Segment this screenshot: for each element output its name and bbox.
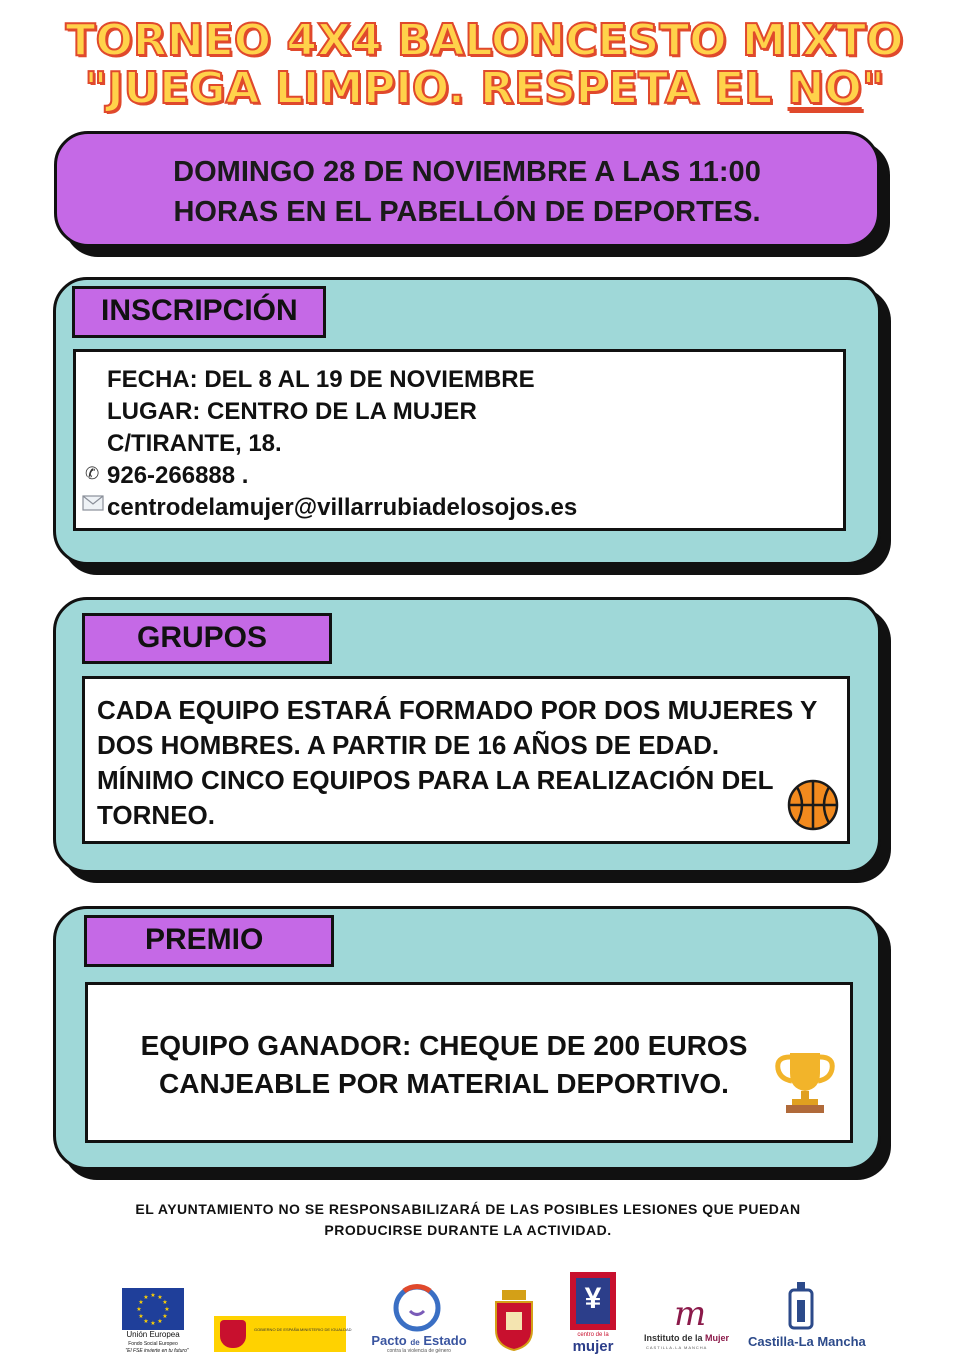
eu-name: Unión Europea (126, 1330, 180, 1339)
instituto-mujer-logo (644, 1294, 740, 1354)
pacto-title (371, 1333, 467, 1348)
svg-text:★: ★ (143, 1295, 149, 1301)
disclaimer (0, 1199, 936, 1241)
phone-icon: ✆ (85, 464, 100, 483)
title-slogan-end: " (861, 63, 885, 114)
svg-text:★: ★ (157, 1295, 163, 1301)
event-datetime (57, 152, 877, 232)
centro-mujer-small: centro de la (577, 1332, 609, 1338)
poster-title-line1: TORNEO 4X4 BALONCESTO MIXTO (65, 15, 904, 66)
municipal-shield-logo (492, 1290, 536, 1352)
eu-logo (118, 1288, 200, 1354)
disclaimer-line2: PRODUCIRSE DURANTE LA ACTIVIDAD. (324, 1222, 612, 1238)
event-datetime-line1: DOMINGO 28 DE NOVIEMBRE A LAS 11:00 (173, 156, 761, 188)
inscripcion-box (73, 349, 846, 531)
grupos-line2: DOS HOMBRES. A PARTIR DE 16 AÑOS DE EDAD. (97, 730, 720, 760)
grupos-line1: CADA EQUIPO ESTARÁ FORMADO POR DOS MUJERES Y (97, 695, 818, 725)
svg-text:★: ★ (150, 1321, 156, 1327)
instituto-mujer: Mujer (705, 1333, 730, 1343)
pacto-smile-icon (392, 1283, 442, 1338)
svg-text:★: ★ (157, 1319, 163, 1325)
premio-label: PREMIO (84, 915, 334, 967)
instituto-m-icon: m (674, 1294, 707, 1334)
event-datetime-line2: HORAS EN EL PABELLÓN DE DEPORTES. (173, 196, 761, 228)
svg-text:★: ★ (164, 1307, 170, 1313)
castle-icon (786, 1282, 816, 1335)
svg-text:★: ★ (162, 1314, 168, 1320)
ministerio-text: MINISTERIO DE IGUALDAD (300, 1327, 352, 1332)
pacto-estado: Estado (423, 1333, 467, 1348)
svg-text:★: ★ (138, 1300, 144, 1306)
instituto-name (644, 1333, 729, 1343)
eu-flag-icon (122, 1288, 184, 1330)
coat-of-arms-icon (220, 1320, 246, 1348)
svg-text:★: ★ (138, 1314, 144, 1320)
centro-mujer-symbol-icon: ¥ (570, 1272, 616, 1330)
inscripcion-label: INSCRIPCIÓN (72, 286, 326, 338)
instituto-region: CASTILLA-LA MANCHA (646, 1345, 708, 1350)
eu-motto: "El FSE invierte en tu futuro" (125, 1348, 189, 1354)
pacto-word: Pacto (371, 1333, 407, 1348)
grupos-label: GRUPOS (82, 613, 332, 664)
gobierno-logo (214, 1316, 352, 1352)
grupos-box (82, 676, 850, 844)
centro-mujer-logo (570, 1272, 618, 1356)
instituto-de-la: Instituto de la (644, 1333, 706, 1343)
premio-line2: CANJEABLE POR MATERIAL DEPORTIVO. (159, 1068, 729, 1099)
envelope-icon (82, 495, 104, 516)
centro-mujer-big: mujer (572, 1338, 614, 1355)
castilla-la-mancha-logo (748, 1282, 866, 1352)
poster-title-line2 (0, 63, 969, 114)
premio-line1: EQUIPO GANADOR: CHEQUE DE 200 EUROS (140, 1030, 748, 1061)
title-slogan-start: "JUEGA LIMPIO. RESPETA EL (84, 63, 788, 114)
inscripcion-telefono: 926-266888 . (107, 462, 249, 489)
inscripcion-lugar: LUGAR: CENTRO DE LA MUJER (107, 398, 477, 425)
basketball-icon (787, 779, 839, 836)
title-slogan-no: NO (787, 63, 862, 114)
grupos-description (97, 693, 817, 833)
grupos-line4: TORNEO. (97, 800, 215, 830)
date-card (54, 131, 880, 247)
svg-text:★: ★ (136, 1307, 142, 1313)
svg-text:★: ★ (162, 1300, 168, 1306)
gobierno-text: GOBIERNO DE ESPAÑA (254, 1327, 300, 1332)
eu-fund: Fondo Social Europeo (128, 1341, 178, 1347)
pacto-de: de (410, 1338, 420, 1347)
disclaimer-line1: EL AYUNTAMIENTO NO SE RESPONSABILIZARÁ DE LAS POSIBLES LESIONES QUE PUEDAN (135, 1201, 801, 1217)
inscripcion-email[interactable]: centrodelamujer@villarrubiadelosojos.es (107, 494, 578, 521)
clm-name: Castilla-La Mancha (748, 1334, 866, 1349)
trophy-icon (772, 1047, 838, 1120)
pacto-subtitle: contra la violencia de género (387, 1348, 451, 1354)
svg-text:★: ★ (143, 1319, 149, 1325)
inscripcion-direccion: C/TIRANTE, 18. (107, 430, 282, 457)
pacto-estado-logo (368, 1283, 468, 1359)
grupos-line3: MÍNIMO CINCO EQUIPOS PARA LA REALIZACIÓN DEL (97, 765, 774, 795)
svg-text:★: ★ (150, 1293, 156, 1299)
inscripcion-fecha: FECHA: DEL 8 AL 19 DE NOVIEMBRE (107, 366, 535, 393)
premio-description (88, 1027, 800, 1103)
premio-box (85, 982, 853, 1143)
